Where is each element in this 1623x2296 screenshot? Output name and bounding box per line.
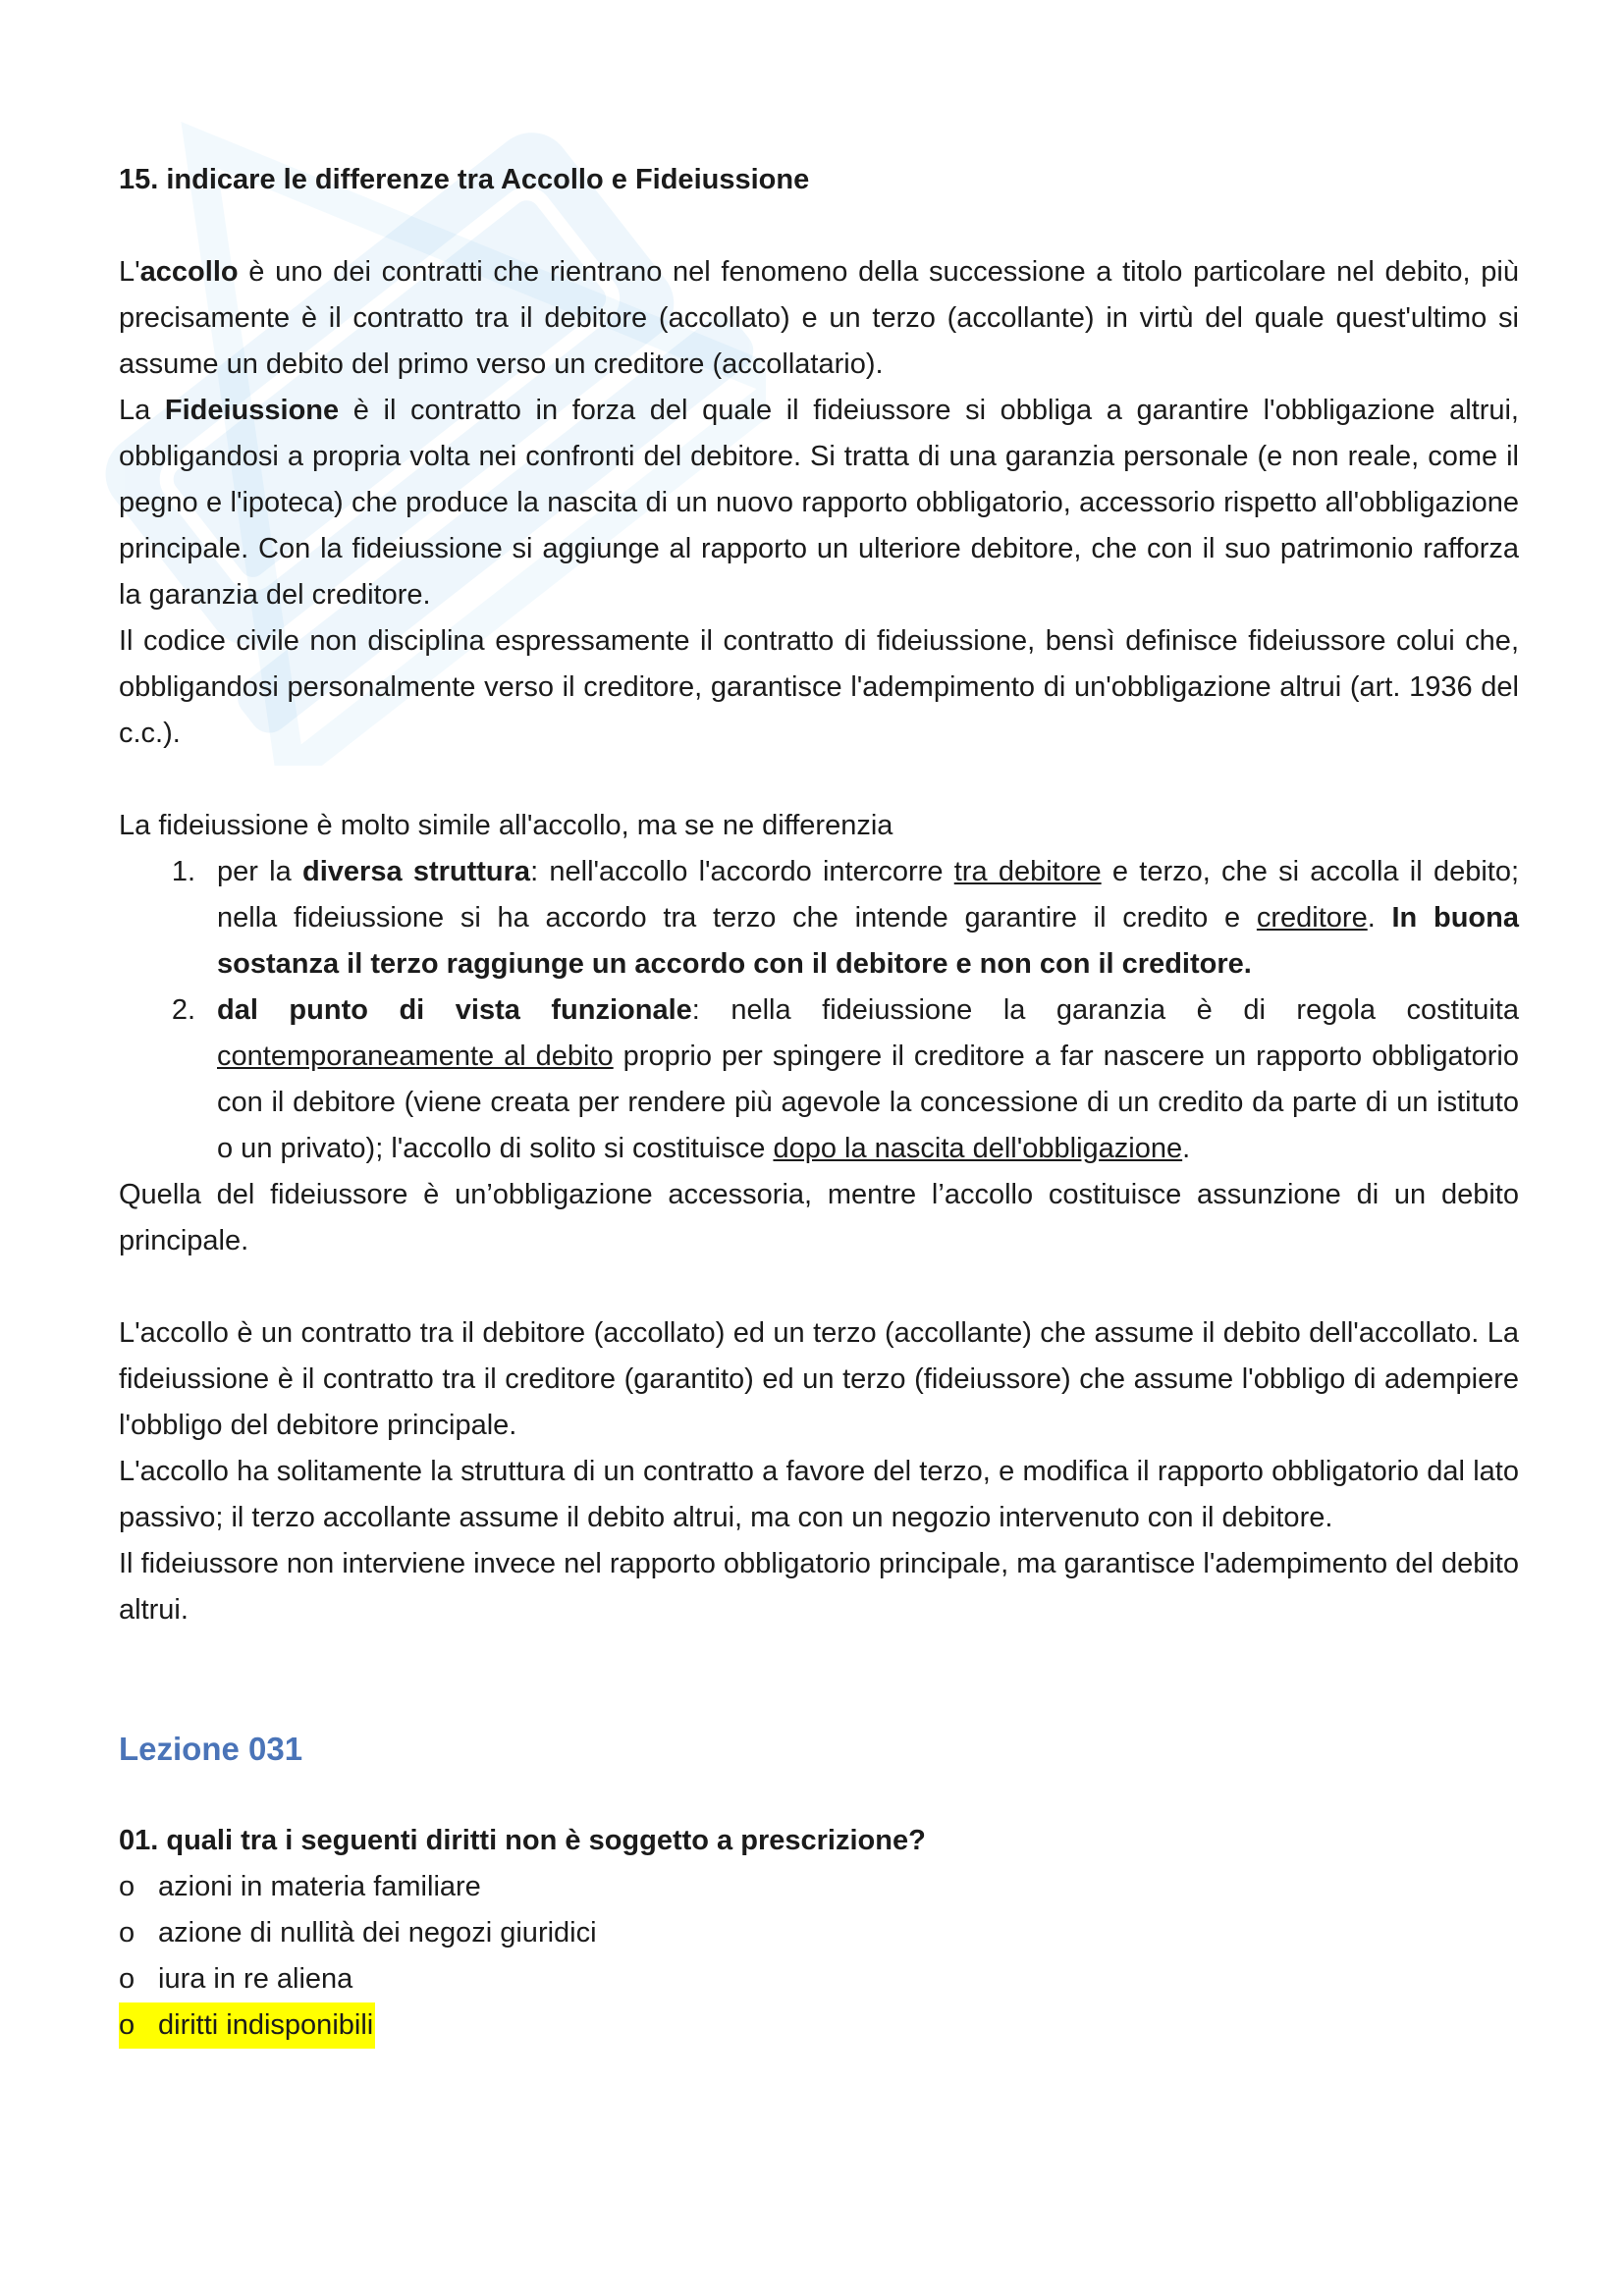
text-run: è il contratto in forza del quale il fideiussore si obbliga a garantire l'obbligazione altrui, obbligandosi a propria volta nei confronti del debitore. Si tratta di una garanzia personale (e non reale, come il pegno e l'ipoteca) che produce la nascita di un nuovo rapporto obbligatorio, accessorio rispetto all'obbligazione principale. Con la fideiussione si aggiunge al rapporto un ulteriore debitore, che con il suo patrimonio rafforza la garanzia del creditore. <box>119 395 1519 611</box>
option-label: iura in re aliena <box>158 1963 353 1995</box>
list-item <box>119 1864 1519 1910</box>
term-punto-di-vista-funzionale: dal punto di vista funzionale <box>217 994 692 1026</box>
list-item <box>119 1956 1519 2002</box>
option-label: azione di nullità dei negozi giuridici <box>158 1917 597 1949</box>
lesson-title: Lezione 031 <box>119 1731 303 1767</box>
list-item-text <box>217 988 1519 1172</box>
underlined-text: creditore <box>1256 902 1368 934</box>
list-number: 2. <box>171 994 195 1026</box>
paragraph-fideiussione-definition <box>119 388 1519 618</box>
circle-bullet-icon: o <box>119 1871 135 1902</box>
text-run: proprio per spingere il creditore a far nascere un rapporto obbligatorio con il debitore (viene creata per rendere più agevole la concessione di un credito da parte di un istituto o un privato); l'accollo di solito si costituisce <box>217 1041 1520 1164</box>
text-run: La <box>119 395 165 426</box>
answer-options <box>119 1864 1519 2049</box>
underlined-text: contemporaneamente al debito <box>217 1041 614 1072</box>
term-fideiussione: Fideiussione <box>164 395 340 426</box>
text-run: L' <box>119 256 140 288</box>
paragraph-accollo-definition <box>119 249 1519 388</box>
text-run: e terzo, che si accolla il debito; nella fideiussione si ha accordo tra terzo che intende garantire il credito e <box>217 856 1520 934</box>
question-01-title: 01. quali tra i seguenti diritti non è soggetto a prescrizione? <box>119 1825 926 1856</box>
document-body <box>119 157 1519 2049</box>
question-15-title: 15. indicare le differenze tra Accollo e Fideiussione <box>119 164 810 195</box>
list-number: 1. <box>171 856 195 887</box>
underlined-text: dopo la nascita dell'obbligazione <box>773 1133 1183 1164</box>
option-label: azioni in materia familiare <box>158 1871 481 1902</box>
differences-list <box>119 849 1519 1172</box>
paragraph-accollo-struttura: L'accollo ha solitamente la struttura di un contratto a favore del terzo, e modifica il rapporto obbligatorio dal lato passivo; il terzo accollante assume il debito altrui, ma con un negozio intervenuto con il debitore. <box>119 1456 1519 1533</box>
paragraph-obbligazione-accessoria: Quella del fideiussore è un’obbligazione accessoria, mentre l’accollo costituisce assunzione di un debito principale. <box>119 1179 1519 1256</box>
circle-bullet-icon: o <box>119 1917 135 1949</box>
underlined-text: tra debitore <box>953 856 1102 887</box>
paragraph-fideiussore: Il fideiussore non interviene invece nel rapporto obbligatorio principale, ma garantisce l'adempimento del debito altrui. <box>119 1548 1519 1626</box>
text-run: . <box>1182 1133 1191 1164</box>
bold-summary: In buona sostanza il terzo raggiunge un accordo con il debitore e non con il creditore. <box>217 902 1519 980</box>
text-run: . <box>1367 902 1392 934</box>
text-run: : nell'accollo l'accordo intercorre <box>530 856 954 887</box>
text-run: per la <box>217 856 302 887</box>
circle-bullet-icon: o <box>119 2009 135 2041</box>
paragraph-codice-civile: Il codice civile non disciplina espressamente il contratto di fideiussione, bensì definisce fideiussore colui che, obbligandosi personalmente verso il creditore, garantisce l'adempimento di un'obbligazione altrui (art. 1936 del c.c.). <box>119 625 1519 749</box>
list-item <box>119 988 1519 1172</box>
list-item-text <box>217 849 1519 988</box>
correct-answer-highlighted <box>119 2002 375 2049</box>
term-diversa-struttura: diversa struttura <box>302 856 531 887</box>
text-run: : nella fideiussione la garanzia è di regola costituita <box>691 994 1519 1026</box>
term-accollo: accollo <box>139 256 239 288</box>
paragraph-accollo-contratto: L'accollo è un contratto tra il debitore (accollato) ed un terzo (accollante) che assume il debito dell'accollato. La fideiussione è il contratto tra il creditore (garantito) ed un terzo (fideiussore) che assume l'obbligo di adempiere l'obbligo del debitore principale. <box>119 1317 1519 1441</box>
text-run: è uno dei contratti che rientrano nel fenomeno della successione a titolo particolare nel debito, più precisamente è il contratto tra il debitore (accollato) e un terzo (accollante) in virtù del quale quest'ultimo si assume un debito del primo verso un creditore (accollatario). <box>119 256 1519 380</box>
paragraph-differenze-intro: La fideiussione è molto simile all'accollo, ma se ne differenzia <box>119 810 893 841</box>
option-label: diritti indisponibili <box>158 2009 374 2041</box>
list-item <box>119 849 1519 988</box>
circle-bullet-icon: o <box>119 1963 135 1995</box>
list-item <box>119 1910 1519 1956</box>
